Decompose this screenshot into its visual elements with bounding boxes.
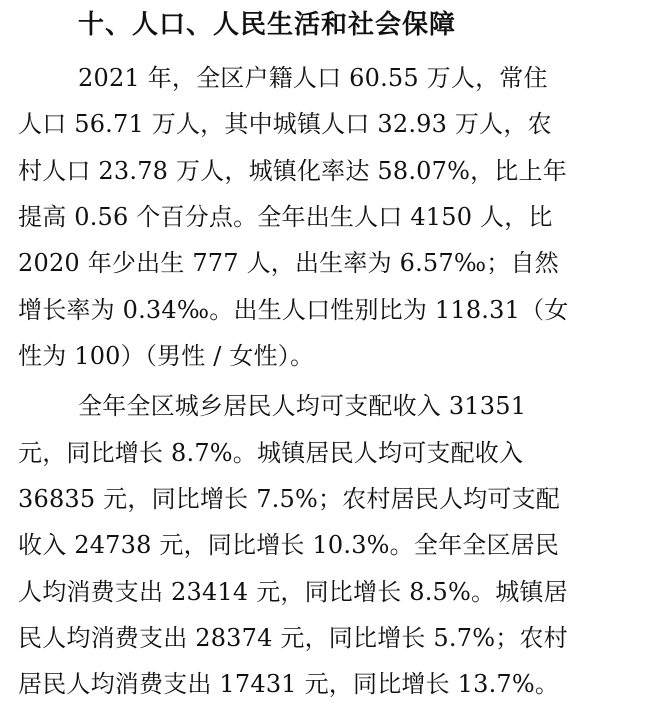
- paragraph-2-line-7: 居民人均消费支出 17431 元，同比增长 13.7%。: [18, 670, 560, 698]
- paragraph-2-line-5: 人均消费支出 23414 元，同比增长 8.5%。城镇居: [18, 578, 568, 606]
- paragraph-1-line-6: 增长率为 0.34‰。出生人口性别比为 118.31（女: [18, 296, 569, 324]
- paragraph-2-line-1: 全年全区城乡居民人均可支配收入 31351: [78, 392, 527, 420]
- paragraph-1-line-7: 性为 100）（男性 / 女性）。: [18, 342, 315, 370]
- paragraph-1-line-3: 村人口 23.78 万人，城镇化率达 58.07%，比上年: [18, 157, 567, 185]
- paragraph-2-line-6: 民人均消费支出 28374 元，同比增长 5.7%；农村: [18, 624, 568, 652]
- paragraph-1-line-4: 提高 0.56 个百分点。全年出生人口 4150 人，比: [18, 203, 553, 231]
- paragraph-2-line-3: 36835 元，同比增长 7.5%；农村居民人均可支配: [18, 485, 560, 513]
- paragraph-1-line-1: 2021 年，全区户籍人口 60.55 万人，常住: [78, 64, 548, 92]
- paragraph-2-line-2: 元，同比增长 8.7%。城镇居民人均可支配收入: [18, 439, 524, 467]
- section-heading: 十、人口、人民生活和社会保障: [78, 10, 457, 40]
- paragraph-2-line-4: 收入 24738 元，同比增长 10.3%。全年全区居民: [18, 531, 560, 559]
- paragraph-1-line-5: 2020 年少出生 777 人，出生率为 6.57‰；自然: [18, 249, 559, 277]
- paragraph-1-line-2: 人口 56.71 万人，其中城镇人口 32.93 万人，农: [18, 110, 552, 138]
